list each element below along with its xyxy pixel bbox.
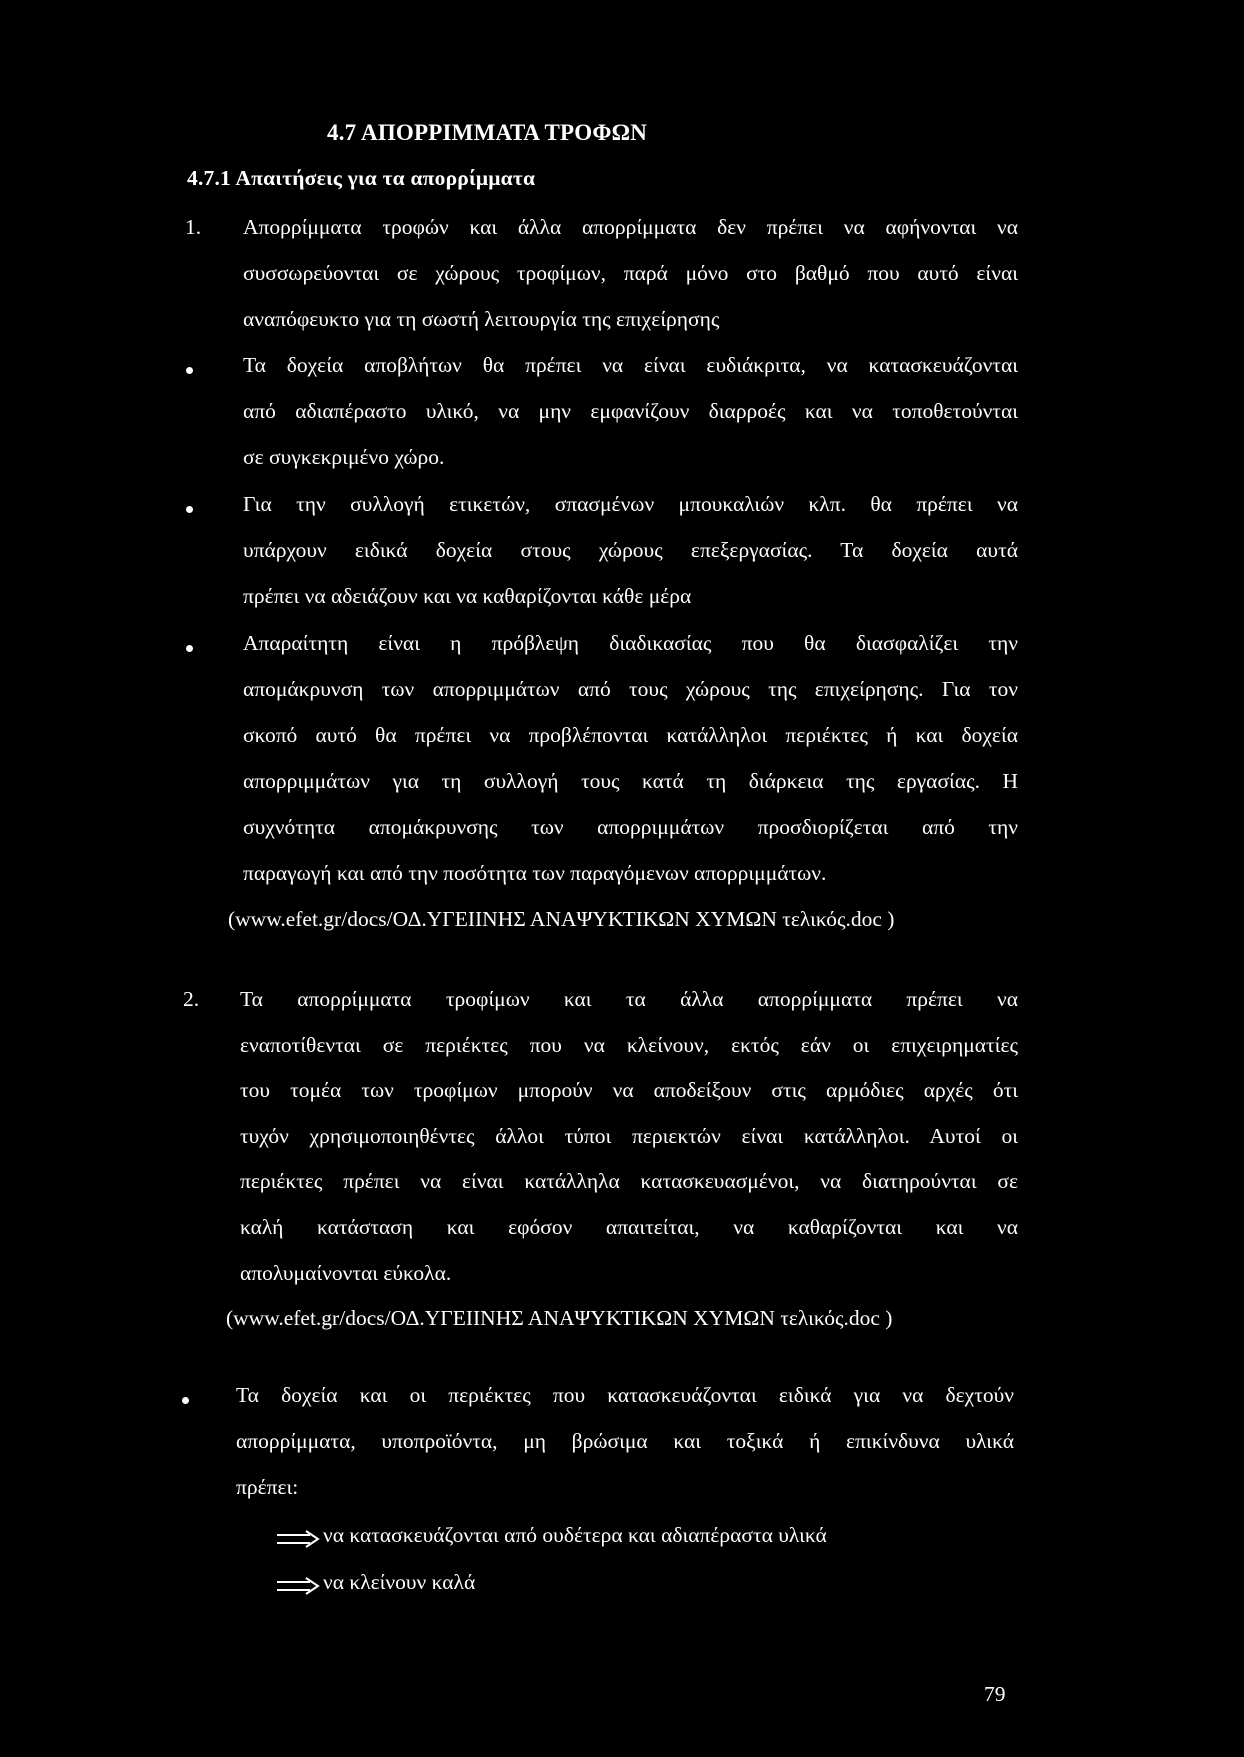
paragraph-line: του τομέα των τροφίμων μπορούν να αποδείξουν στις αρμόδιες αρχές ότι — [240, 1078, 1018, 1102]
bullet-line: πρέπει: — [236, 1475, 299, 1499]
paragraph-line: απολυμαίνονται εύκολα. — [240, 1261, 452, 1285]
source-citation: (www.efet.gr/docs/ΟΔ.ΥΓΕΙΙΝΗΣ ΑΝΑΨΥΚΤΙΚΩΝ ΧΥΜΩΝ τελικός.doc ) — [228, 907, 895, 931]
double-arrow-right-icon — [276, 1530, 320, 1548]
subsection-heading: 4.7.1 Απαιτήσεις για τα απορρίμματα — [187, 166, 536, 190]
bullet-line: απορριμμάτων για τη συλλογή τους κατά τη διάρκεια της εργασίας. Η — [243, 769, 1018, 793]
section-heading: 4.7 ΑΠΟΡΡΙΜΜΑΤΑ ΤΡΟΦΩΝ — [327, 120, 648, 145]
bullet-line: σε συγκεκριμένο χώρο. — [243, 445, 445, 469]
paragraph-line: εναποτίθενται σε περιέκτες που να κλείνουν, εκτός εάν οι επιχειρηματίες — [240, 1033, 1018, 1057]
paragraph-line: καλή κατάσταση και εφόσον απαιτείται, να καθαρίζονται και να — [240, 1215, 1018, 1239]
double-arrow-right-icon — [276, 1577, 320, 1595]
bullet-icon — [186, 645, 193, 652]
paragraph-line: συσσωρεύονται σε χώρους τροφίμων, παρά μόνο στο βαθμό που αυτό είναι — [243, 261, 1018, 285]
bullet-line: παραγωγή και από την ποσότητα των παραγόμενων απορριμμάτων. — [243, 861, 827, 885]
bullet-icon — [186, 367, 193, 374]
arrow-item: να κλείνουν καλά — [323, 1570, 476, 1594]
bullet-line: Απαραίτητη είναι η πρόβλεψη διαδικασίας που θα διασφαλίζει την — [243, 631, 1018, 655]
bullet-line: απορρίμματα, υποπροϊόντα, μη βρώσιμα και τοξικά ή επικίνδυνα υλικά — [236, 1429, 1014, 1453]
bullet-line: Για την συλλογή ετικετών, σπασμένων μπουκαλιών κλπ. θα πρέπει να — [243, 492, 1018, 516]
paragraph-line: τυχόν χρησιμοποιηθέντες άλλοι τύποι περιεκτών είναι κατάλληλοι. Αυτοί οι — [240, 1124, 1018, 1148]
bullet-line: σκοπό αυτό θα πρέπει να προβλέπονται κατάλληλοι περιέκτες ή και δοχεία — [243, 723, 1018, 747]
bullet-line: Τα δοχεία αποβλήτων θα πρέπει να είναι ευδιάκριτα, να κατασκευάζονται — [243, 353, 1018, 377]
paragraph-line: αναπόφευκτο για τη σωστή λειτουργία της επιχείρησης — [243, 307, 720, 331]
paragraph-line: Τα απορρίμματα τροφίμων και τα άλλα απορρίμματα πρέπει να — [240, 987, 1018, 1011]
bullet-icon — [182, 1397, 189, 1404]
arrow-item: να κατασκευάζονται από ουδέτερα και αδιαπέραστα υλικά — [323, 1523, 827, 1547]
bullet-icon — [186, 506, 193, 513]
paragraph-line: περιέκτες πρέπει να είναι κατάλληλα κατασκευασμένοι, να διατηρούνται σε — [240, 1169, 1018, 1193]
item-number: 1. — [185, 215, 202, 239]
source-citation: (www.efet.gr/docs/ΟΔ.ΥΓΕΙΙΝΗΣ ΑΝΑΨΥΚΤΙΚΩΝ ΧΥΜΩΝ τελικός.doc ) — [226, 1306, 893, 1330]
bullet-line: υπάρχουν ειδικά δοχεία στους χώρους επεξεργασίας. Τα δοχεία αυτά — [243, 538, 1018, 562]
bullet-line: συχνότητα απομάκρυνσης των απορριμμάτων προσδιορίζεται από την — [243, 815, 1018, 839]
bullet-line: απομάκρυνση των απορριμμάτων από τους χώρους της επιχείρησης. Για τον — [243, 677, 1018, 701]
page-number: 79 — [984, 1682, 1006, 1706]
paragraph-line: Απορρίμματα τροφών και άλλα απορρίμματα δεν πρέπει να αφήνονται να — [243, 215, 1018, 239]
item-number: 2. — [183, 987, 200, 1011]
bullet-line: πρέπει να αδειάζουν και να καθαρίζονται κάθε μέρα — [243, 584, 692, 608]
bullet-line: Τα δοχεία και οι περιέκτες που κατασκευάζονται ειδικά για να δεχτούν — [236, 1383, 1014, 1407]
bullet-line: από αδιαπέραστο υλικό, να μην εμφανίζουν διαρροές και να τοποθετούνται — [243, 399, 1018, 423]
